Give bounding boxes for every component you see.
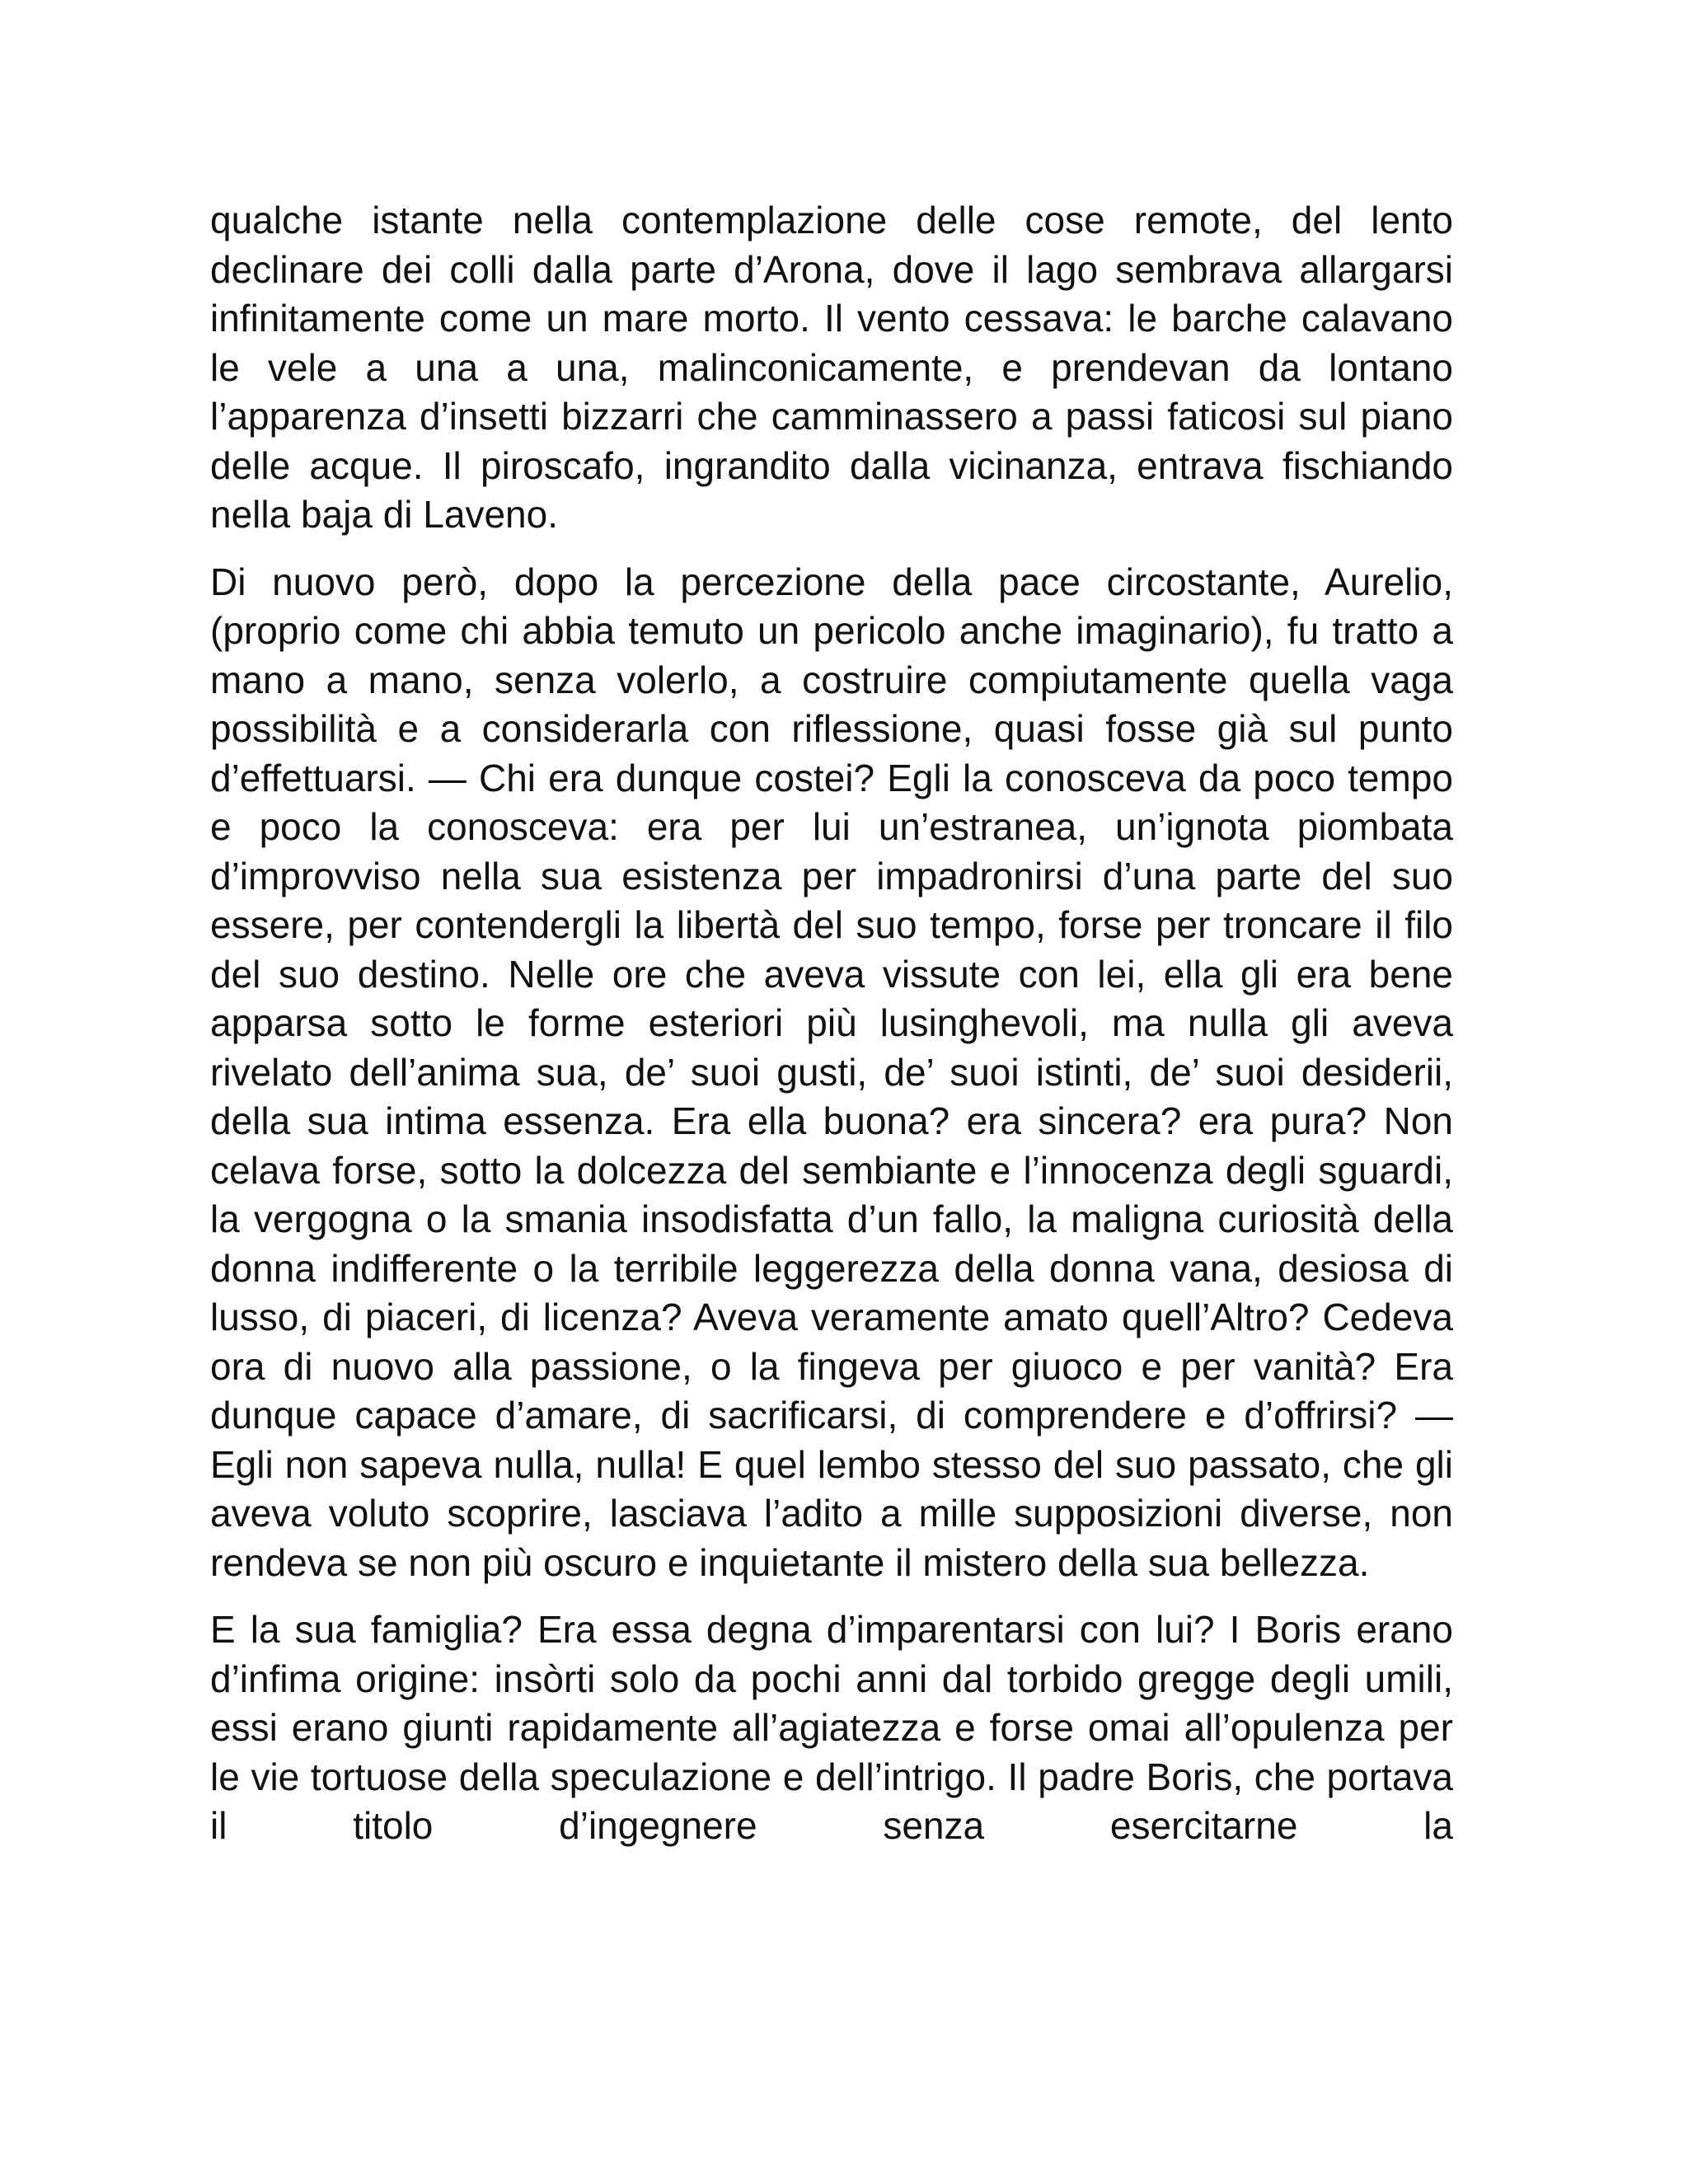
document-page xyxy=(210,196,1453,1869)
paragraph-3: E la sua famiglia? Era essa degna d’imparentarsi con lui? I Boris erano d’infima origine: insòrti solo da pochi anni dal torbido gregge degli umili, essi erano giunti rapidamente all’agiatezza e forse omai all’opulenza per le vie tortuose della speculazione e dell’intrigo. Il padre Boris, che portava il titolo d’ingegnere senza esercitarne la xyxy=(210,1608,1453,1847)
paragraph-1: qualche istante nella contemplazione delle cose remote, del lento declinare dei colli dalla parte d’Arona, dove il lago sembrava allargarsi infinitamente come un mare morto. Il vento cessava: le barche calavano le vele a una a una, malinconicamente, e prendevan da lontano l’apparenza d’insetti bizzarri che camminassero a passi faticosi sul piano delle acque. Il piroscafo, ingrandito dalla vicinanza, entrava fischiando nella baja di Laveno. xyxy=(210,199,1453,536)
paragraph-2: Di nuovo però, dopo la percezione della pace circostante, Aurelio, (proprio come chi abbia temuto un pericolo anche imaginario), fu tratto a mano a mano, senza volerlo, a costruire compiutamente quella vaga possibilità e a considerarla con riflessione, quasi fosse già sul punto d’effettuarsi. — Chi era dunque costei? Egli la conosceva da poco tempo e poco la conosceva: era per lui un’estranea, un’ignota piombata d’improvviso nella sua esistenza per impadronirsi d’una parte del suo essere, per contendergli la libertà del suo tempo, forse per troncare il filo del suo destino. Nelle ore che aveva vissute con lei, ella gli era bene apparsa sotto le forme esteriori più lusinghevoli, ma nulla gli aveva rivelato dell’anima sua, de’ suoi gusti, de’ suoi istinti, de’ suoi desiderii, della sua intima essenza. Era ella buona? era sincera? era pura? Non celava forse, sotto la dolcezza del sembiante e l’innocenza degli sguardi, la vergogna o la smania insodisfatta d’un fallo, la maligna curiosità della donna indifferente o la terribile leggerezza della donna vana, desiosa di lusso, di piaceri, di licenza? Aveva veramente amato quell’Altro? Cedeva ora di nuovo alla passione, o la fingeva per giuoco e per vanità? Era dunque capace d’amare, di sacrificarsi, di comprendere e d’offrirsi? — Egli non sapeva nulla, nulla! E quel lembo stesso del suo passato, che gli aveva voluto scoprire, lasciava l’adito a mille supposizioni diverse, non rendeva se non più oscuro e inquietante il mistero della sua bellezza. xyxy=(210,560,1453,1584)
